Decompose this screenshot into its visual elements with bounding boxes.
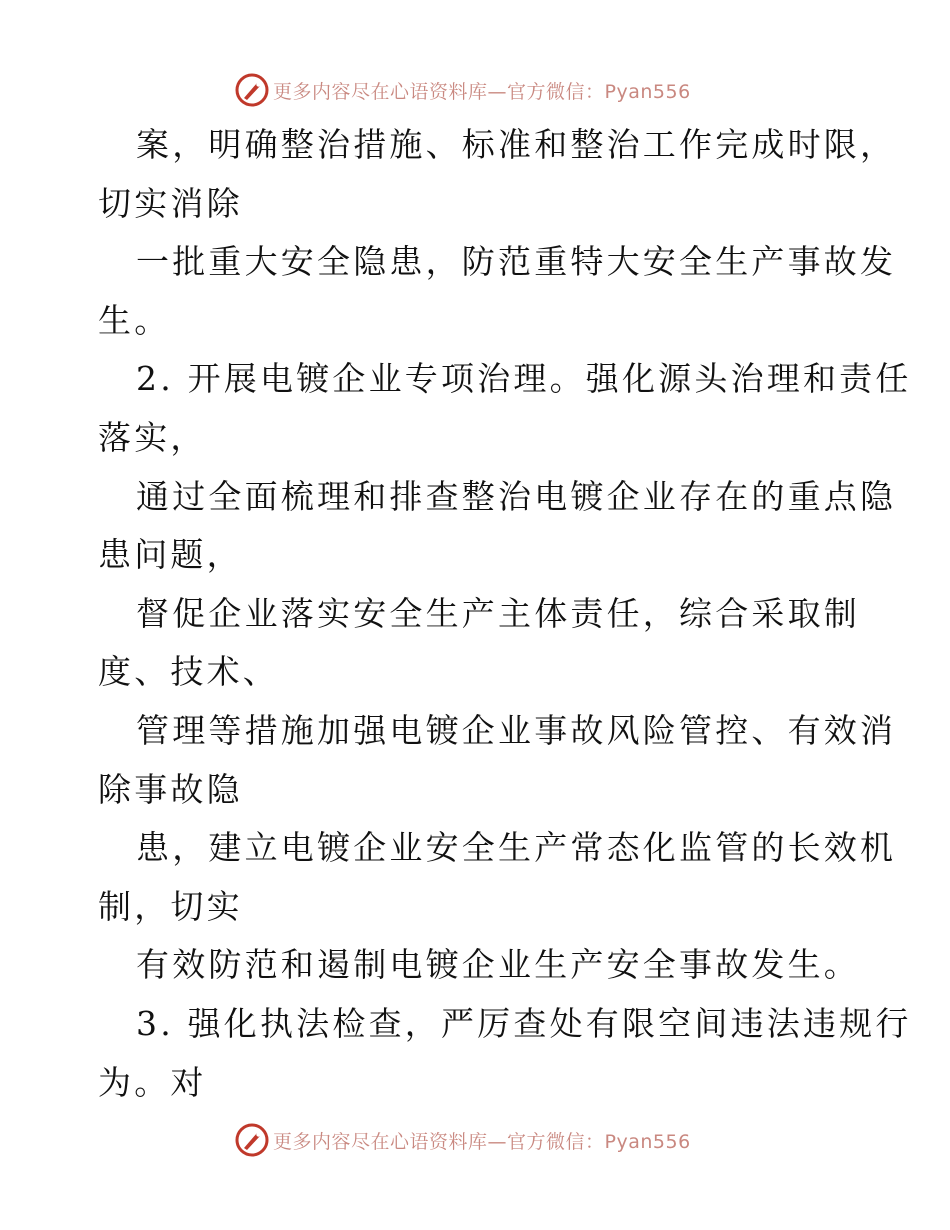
paragraph-line: 生。 <box>98 300 171 340</box>
paragraph-line: 有效防范和遏制电镀企业生产安全事故发生。 <box>136 945 860 985</box>
header-watermark <box>235 72 691 108</box>
paragraph-line: 患问题， <box>98 535 243 575</box>
paragraph-line: 制，切实 <box>98 886 243 926</box>
paragraph-line: 除事故隐 <box>98 769 243 809</box>
paragraph-line: 患，建立电镀企业安全生产常态化监管的长效机 <box>136 828 897 868</box>
paragraph-line: 落实， <box>98 417 207 457</box>
paragraph-line: 度、技术、 <box>98 652 279 692</box>
paragraph-line: 3. 强化执法检查，严厉查处有限空间违法违规行 <box>136 1003 912 1043</box>
paragraph-line: 为。对 <box>98 1062 207 1102</box>
paragraph-line: 案，明确整治措施、标准和整治工作完成时限， <box>136 125 897 164</box>
watermark-text: 更多内容尽在心语资料库—官方微信：Pyan556 <box>273 1130 691 1153</box>
paragraph-line: 一批重大安全隐患，防范重特大安全生产事故发 <box>136 242 897 282</box>
pen-nib-logo-icon <box>235 1123 269 1157</box>
paragraph-line: 2. 开展电镀企业专项治理。强化源头治理和责任 <box>136 359 912 399</box>
pen-nib-logo-icon <box>235 73 269 107</box>
document-body <box>98 116 912 1112</box>
paragraph-line: 切实消除 <box>98 183 243 223</box>
watermark-text: 更多内容尽在心语资料库—官方微信：Pyan556 <box>273 80 691 103</box>
paragraph-line: 督促企业落实安全生产主体责任，综合采取制 <box>136 593 860 633</box>
paragraph-line: 管理等措施加强电镀企业事故风险管控、有效消 <box>136 710 897 750</box>
paragraph-line: 通过全面梳理和排查整治电镀企业存在的重点隐 <box>136 476 897 516</box>
footer-watermark <box>235 1122 691 1158</box>
